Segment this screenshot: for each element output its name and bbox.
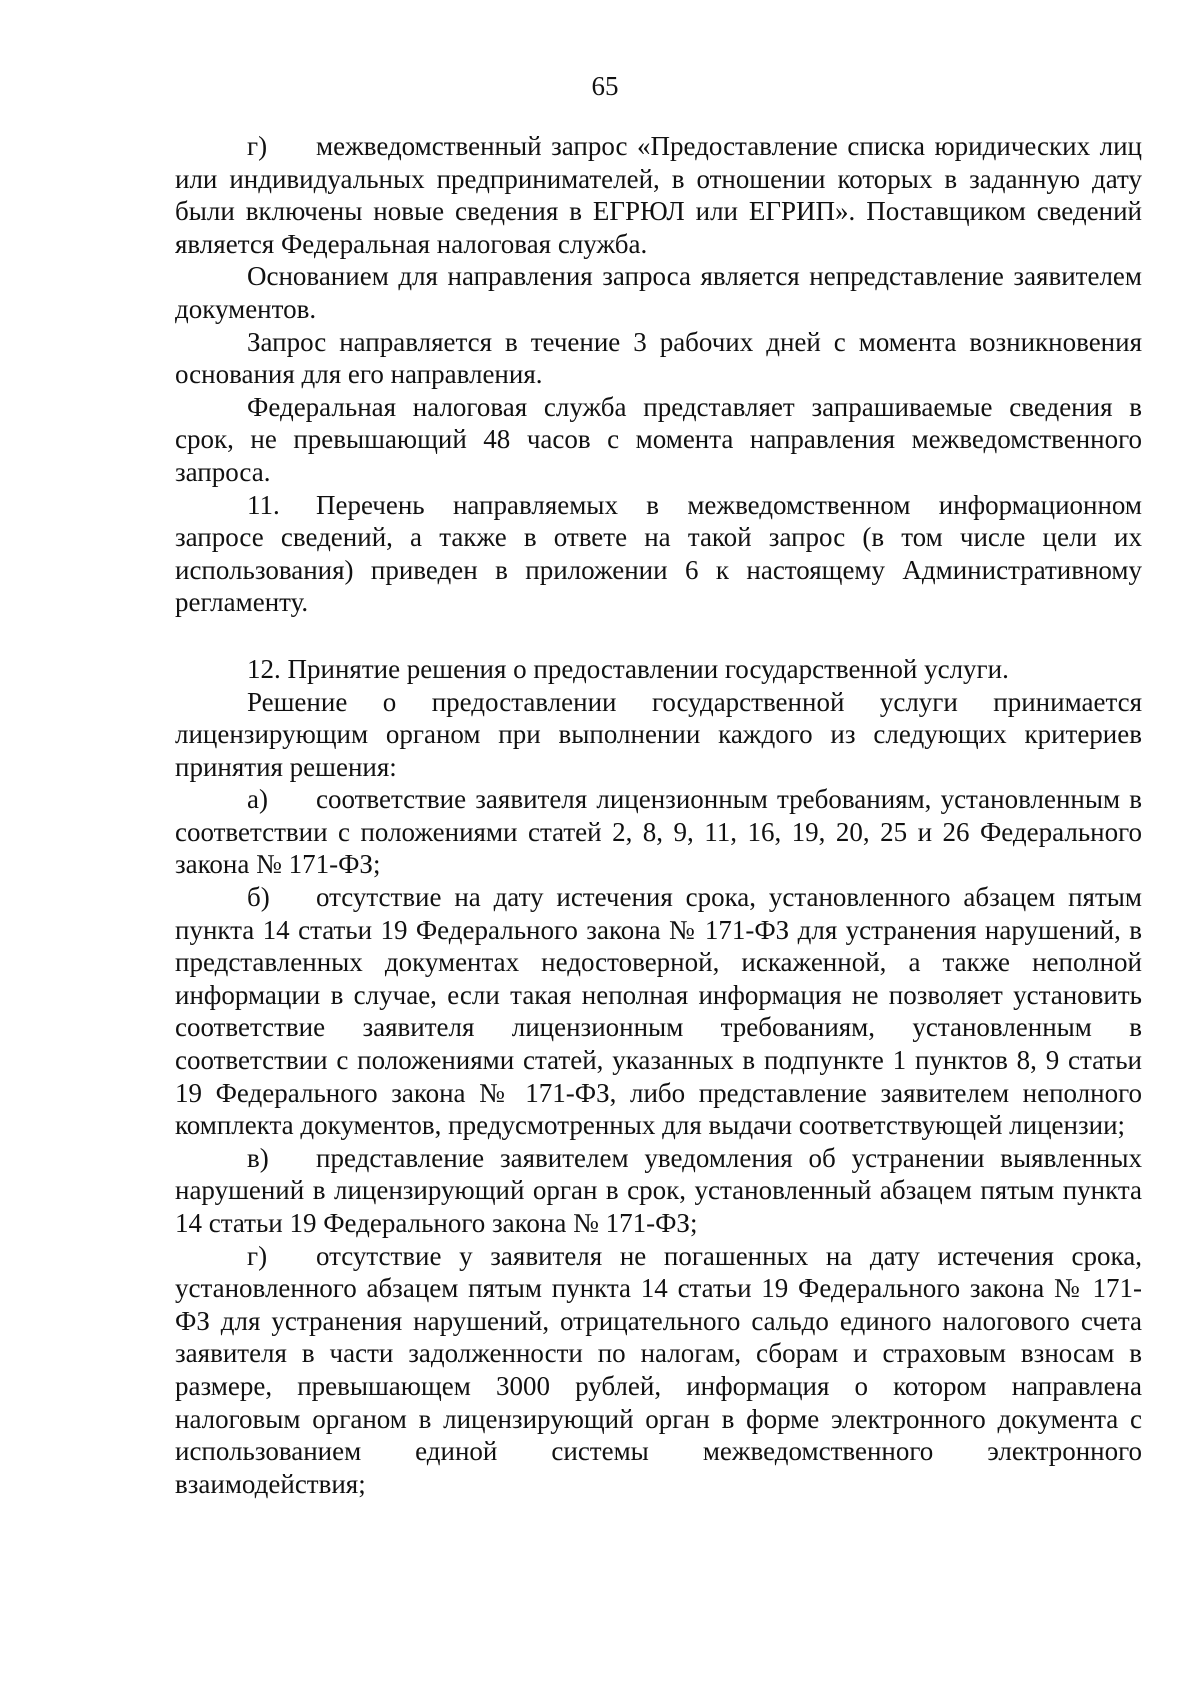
- section-spacer: [175, 619, 1142, 653]
- paragraph: Основанием для направления запроса является непредставление заявителем документов.: [175, 261, 1142, 324]
- paragraph-text: Перечень направляемых в межведомственном информационном запросе сведений, а также в ответе на такой запрос (в том числе цели их использования) приведен в приложении 6 к настоящему Административному регламенту.: [175, 489, 1142, 618]
- list-marker: в): [247, 1142, 269, 1173]
- paragraph-text: соответствие заявителя лицензионным требованиям, установленным в соответствии с положениями статей 2, 8, 9, 11, 16, 19, 20, 25 и 26 Федерального закона № 171-ФЗ;: [175, 784, 1142, 880]
- list-marker: 11.: [247, 489, 280, 520]
- section-heading: 12. Принятие решения о предоставлении государственной услуги.: [247, 653, 1009, 684]
- list-item: [175, 489, 1142, 619]
- page-number: 65: [591, 71, 619, 101]
- list-item: [175, 881, 1142, 1142]
- list-item: [175, 1240, 1142, 1501]
- paragraph: Федеральная налоговая служба представляет запрашиваемые сведения в срок, не превышающий 48 часов с момента направления межведомственного запроса.: [175, 391, 1142, 487]
- paragraph-text: отсутствие у заявителя не погашенных на дату истечения срока, установленного абзацем пятым пункта 14 статьи 19 Федерального закона № 171-ФЗ для устранения нарушений, отрицательного сальдо единого налогового счета заявителя в части задолженности по налогам, сборам и страховым взносам в размере, превышающем 3000 рублей, информация о котором направлена налоговым органом в лицензирующий орган в форме электронного документа с использованием единой системы межведомственного электронного взаимодействия;: [175, 1240, 1142, 1499]
- list-item: [175, 130, 1142, 260]
- document-body: [175, 130, 1142, 1500]
- paragraph-text: представление заявителем уведомления об устранении выявленных нарушений в лицензирующий орган в срок, установленный абзацем пятым пункта 14 статьи 19 Федерального закона № 171-ФЗ;: [175, 1142, 1142, 1238]
- list-marker: а): [247, 784, 268, 815]
- list-marker: г): [247, 131, 268, 161]
- list-marker: г): [247, 1240, 268, 1271]
- paragraph: Запрос направляется в течение 3 рабочих дней с момента возникновения основания для его направления.: [175, 326, 1142, 390]
- paragraph: Решение о предоставлении государственной услуги принимается лицензирующим органом при выполнении каждого из следующих критериев принятия решения:: [175, 686, 1142, 782]
- list-marker: б): [247, 882, 270, 913]
- list-item: [175, 1142, 1142, 1240]
- paragraph-text: межведомственный запрос «Предоставление списка юридических лиц или индивидуальных предпринимателей, в отношении которых в заданную дату были включены новые сведения в ЕГРЮЛ или ЕГРИП». Поставщиком сведений является Федеральная налоговая служба.: [175, 131, 1142, 259]
- paragraph-text: отсутствие на дату истечения срока, установленного абзацем пятым пункта 14 статьи 19 Федерального закона № 171-ФЗ для устранения нарушений, в представленных документах недостоверной, искаженной, а также неполной информации в случае, если такая неполная информация не позволяет установить соответствие заявителя лицензионным требованиям, установленным в соответствии с положениями статей, указанных в подпункте 1 пунктов 8, 9 статьи 19 Федерального закона № 171-ФЗ, либо представление заявителем неполного комплекта документов, предусмотренных для выдачи соответствующей лицензии;: [175, 882, 1142, 1141]
- list-item: [175, 783, 1142, 881]
